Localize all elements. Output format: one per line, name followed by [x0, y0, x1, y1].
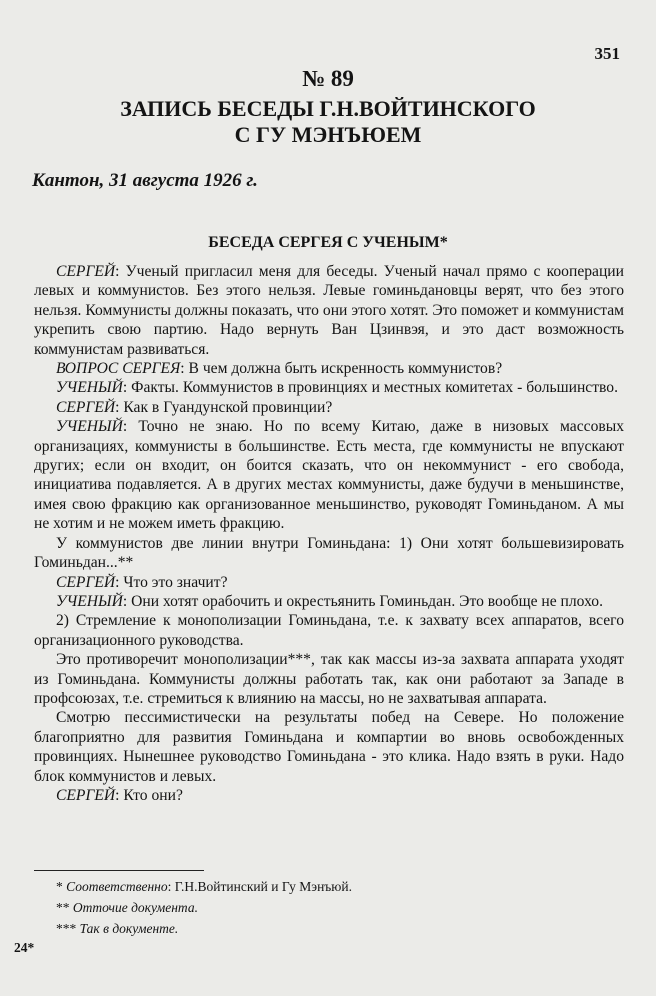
- speaker-label: УЧЕНЫЙ: [56, 379, 123, 397]
- speaker-label: СЕРГЕЙ: [56, 263, 116, 280]
- title-line-2: С ГУ МЭНЪЮЕМ: [234, 122, 422, 147]
- paragraph-text: : Они хотят орабочить и окрестьянить Гоминьдан. Это вообще не плохо.: [122, 592, 603, 610]
- paragraph: [34, 398, 624, 417]
- footnote: [56, 876, 352, 897]
- speaker-label: СЕРГЕЙ: [56, 398, 116, 416]
- paragraph-text: Это противоречит монополизации***, так как массы из-за захвата аппарата уходят из Гоминьдана. Коммунисты должны работать так, как они работают за Западе в профсоюзах, т.е. стремиться к влиянию на массы, но не захватывая аппарата.: [34, 651, 624, 707]
- paragraph-text: : Что это значит?: [115, 573, 228, 591]
- paragraph: [34, 534, 624, 573]
- footnote-label: Так в документе.: [79, 921, 179, 936]
- footnote-divider: [34, 870, 204, 871]
- section-heading: БЕСЕДА СЕРГЕЯ С УЧЕНЫМ*: [208, 234, 448, 251]
- paragraph-text: У коммунистов две линии внутри Гоминьдана: 1) Они хотят большевизировать Гоминьдан...**: [34, 534, 624, 572]
- speaker-label: УЧЕНЫЙ: [56, 592, 123, 610]
- footnote-mark: ***: [56, 921, 77, 936]
- speaker-label: УЧЕНЫЙ: [56, 418, 123, 436]
- speaker-label: СЕРГЕЙ: [56, 573, 116, 591]
- footnote: [56, 918, 352, 939]
- paragraph-text: : Кто они?: [115, 786, 183, 804]
- footnote-mark: *: [56, 879, 63, 894]
- paragraph-text: : Точно не знаю. Но по всему Китаю, даже в низовых массовых организациях, коммунисты в большинстве. Есть места, где коммунисты не впускают других; если он входит, он боится сказать, что он некоммунист - его свобода, инициатива подавляется. А в других местах коммунисты, даже будучи в меньшинстве, имея свою фракцию как организованное меньшинство, руководят Гоминьданом. А мы не хотим и не можем иметь фракцию.: [34, 418, 624, 533]
- footnote-text: : Г.Н.Войтинский и Гу Мэнъюй.: [167, 879, 352, 894]
- speaker-label: ВОПРОС СЕРГЕЯ: [56, 360, 181, 378]
- paragraph-text: : Ученый пригласил меня для беседы. Ученый начал прямо с кооперации левых и коммунистов. Без этого нельзя. Левые гоминьдановцы верят, что без этого нельзя. Коммунисты должны показать, что они этого хотят. Это поможет и коммунистам укрепить свою партию. Надо вернуть Ван Цзинвэя, и это даст возможность коммунистам развиваться.: [34, 263, 624, 358]
- footnote: [56, 897, 352, 918]
- paragraph-text: : Факты. Коммунистов в провинциях и местных комитетах - большинство.: [122, 379, 618, 397]
- paragraph: [34, 359, 624, 378]
- speaker-label: СЕРГЕЙ: [56, 786, 116, 804]
- signature-mark: 24*: [14, 940, 35, 955]
- footnotes: [56, 876, 352, 939]
- paragraph: [34, 708, 624, 786]
- document-title: [0, 96, 656, 148]
- paragraph: [34, 611, 624, 650]
- footnote-label: Отточие документа.: [72, 900, 198, 915]
- footnote-label: Соответственно: [66, 879, 168, 894]
- paragraph: [34, 573, 624, 592]
- paragraph: [34, 378, 624, 397]
- paragraph-text: : Как в Гуандунской провинции?: [115, 398, 333, 416]
- document-number: № 89: [302, 66, 354, 91]
- paragraph-text: Смотрю пессимистически на результаты побед на Севере. Но положение благоприятно для развития Гоминьдана и компартии во вновь освобожденных провинциях. Нынешнее руководство Гоминьдана - это клика. Надо взять в руки. Надо блок коммунистов и левых.: [34, 709, 624, 785]
- place-date: Кантон, 31 августа 1926 г.: [32, 170, 258, 191]
- paragraph: [34, 592, 624, 611]
- page-number: 351: [594, 44, 620, 63]
- paragraph-text: 2) Стремление к монополизации Гоминьдана, т.е. к захвату всех аппаратов, всего организационного руководства.: [34, 612, 624, 649]
- footnote-mark: **: [56, 900, 70, 915]
- title-line-1: ЗАПИСЬ БЕСЕДЫ Г.Н.ВОЙТИНСКОГО: [120, 96, 536, 121]
- paragraph: [34, 417, 624, 533]
- paragraph-text: : В чем должна быть искренность коммунистов?: [180, 360, 503, 378]
- paragraph: [34, 262, 624, 359]
- document-body: [34, 262, 624, 805]
- paragraph: [34, 786, 624, 805]
- paragraph: [34, 650, 624, 708]
